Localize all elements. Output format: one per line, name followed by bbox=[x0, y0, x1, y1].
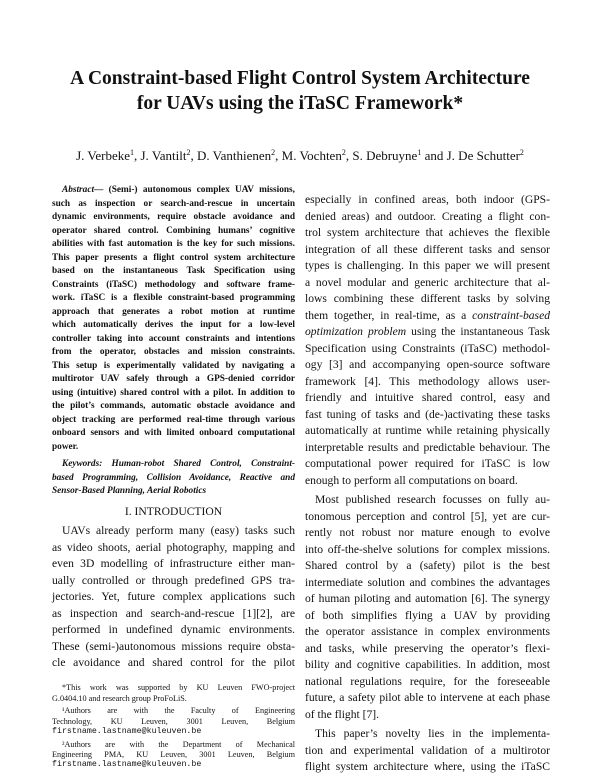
body-line: fast tuning of tasks and (de-)activating these tasks bbox=[305, 407, 550, 421]
footnote-line: ¹Authors are with the Faculty of Engineering bbox=[62, 706, 295, 715]
abstract-line: from the operator, obstacles and mission constraints. bbox=[52, 347, 295, 357]
abstract-line: approach that generates a robot motion at runtime bbox=[52, 306, 295, 317]
body-line: denied areas) and outdoor. Creating a flight con- bbox=[305, 209, 550, 223]
body-line: especially in confined areas, both indoor (GPS- bbox=[305, 193, 550, 206]
body-line: Specification using Constraints (iTaSC) methodol- bbox=[305, 341, 550, 355]
body-line: types is challenging. In this paper we will present bbox=[305, 259, 550, 272]
body-line: future, a safety pilot able to intervene at each phase bbox=[305, 691, 550, 704]
author: J. Vantilt$^2$, bbox=[140, 148, 197, 163]
body-line: of the flight [7]. bbox=[305, 707, 380, 721]
body-line: friendly and intuitive shared control, easy and bbox=[305, 391, 550, 404]
body-line: flight system architecture where, using the iTaSC bbox=[305, 760, 550, 773]
section-heading: I. INTRODUCTION bbox=[124, 505, 223, 518]
abstract-line: abilities with fast automation is the key for such missions. bbox=[52, 239, 295, 249]
abstract-line: power. bbox=[52, 441, 79, 452]
intro-line: ually controlled or through predefined GPS tra- bbox=[52, 573, 295, 587]
author-list bbox=[20, 148, 580, 164]
body-line: framework [4]. This methodology allows user- bbox=[305, 374, 550, 388]
abstract-line: such as inspection or search-and-rescue in uncertain bbox=[52, 198, 295, 209]
body-line: tonomous perception and control [5], yet are cur- bbox=[305, 509, 550, 523]
body-line: of human piloting and automation [6]. The synergy bbox=[305, 592, 550, 605]
body-line: into off-the-shelve solutions for complex missions. bbox=[305, 542, 550, 556]
title-line-2: for UAVs using the iTaSC Framework* bbox=[136, 93, 464, 114]
abstract-line: Abstract— (Semi-) autonomous complex UAV missions, bbox=[52, 185, 295, 195]
intro-line: performed in undefined dynamic environments. bbox=[52, 623, 295, 636]
footnote-line: *This work was supported by KU Leuven FWO-project bbox=[62, 683, 295, 692]
body-line: tion and experimental validation of a multirotor bbox=[305, 743, 550, 757]
abstract-line: Constraints (iTaSC) methodology and software frame- bbox=[52, 279, 295, 290]
abstract-line: work. iTaSC is a flexible constraint-based programming bbox=[52, 293, 295, 303]
paper-title bbox=[40, 66, 560, 116]
body-line: ogy [3] and accompanying open-source software bbox=[305, 358, 550, 371]
abstract-label: Abstract bbox=[62, 185, 95, 195]
body-line: lows combining these different tasks by solving bbox=[305, 292, 550, 305]
footnote-line: G.0404.10 and research group ProFoLiS. bbox=[52, 693, 187, 703]
body-line: This paper’s novelty lies in the implementa- bbox=[315, 727, 550, 740]
body-line: trol system architecture that achieves the flexible bbox=[305, 226, 550, 239]
intro-line: These (semi-)autonomous missions require obsta- bbox=[52, 639, 295, 653]
body-line: of both simplifies flying a UAV by providing bbox=[305, 608, 550, 622]
emphasis-text: constraint-based bbox=[472, 308, 551, 322]
body-line: Shared control by a (safety) pilot is the best bbox=[305, 559, 550, 572]
author-email: firstname.lastname@kuleuven.be bbox=[52, 760, 202, 769]
body-line: a novel modular and generic architecture that al- bbox=[305, 275, 550, 289]
intro-line: jectories. Yet, future complex applications such bbox=[52, 590, 295, 603]
author: J. De Schutter$^2$ bbox=[446, 148, 524, 163]
abstract-line: controller taking into account constraints and intentions bbox=[52, 333, 295, 344]
body-line: automatically at runtime while retaining physically bbox=[305, 424, 550, 437]
intro-line: cle avoidance and shared control for the pilot bbox=[52, 656, 295, 669]
keywords-line: Sensor-Based Planning, Aerial Robotics bbox=[52, 486, 207, 496]
abstract-line: using (intuitive) shared control with a pilot. In addition to bbox=[52, 387, 295, 398]
footnote-line: Engineering PMA, KU Leuven, 3001 Leuven, Belgium bbox=[52, 750, 295, 759]
keywords-line: Keywords: Human-robot Shared Control, Constraint- bbox=[62, 459, 295, 469]
author: M. Vochten$^2$, bbox=[281, 148, 353, 163]
abstract-line: dynamic environments, require obstacle avoidance and bbox=[52, 212, 295, 222]
body-line: them together, in real-time, as a constraint-based bbox=[305, 308, 551, 322]
abstract-line: multirotor UAV safely through a GPS-denied corridor bbox=[52, 374, 295, 384]
abstract-line: based on the instantaneous Task Specification using bbox=[52, 266, 295, 276]
body-line: integration of all these different tasks and sensor bbox=[305, 242, 550, 256]
author: S. Debruyne$^1$ and bbox=[352, 148, 447, 163]
footnote-line: ²Authors are with the Department of Mechanical bbox=[62, 739, 295, 749]
intro-line: UAVs already perform many (easy) tasks such bbox=[62, 524, 295, 537]
abstract-line: This paper presents a flight control system architecture bbox=[52, 252, 295, 263]
body-line: interpretable results and predictable behaviour. The bbox=[305, 440, 550, 454]
body-line: rently not robust nor mature enough to evolve bbox=[305, 526, 550, 539]
intro-line: as video shoots, aerial photography, mapping and bbox=[52, 540, 295, 554]
body-line: national regulations require, for the foreseeable bbox=[305, 674, 550, 688]
author-email: firstname.lastname@kuleuven.be bbox=[52, 727, 202, 736]
emphasis-text: optimization problem bbox=[305, 325, 407, 338]
abstract-line: object tracking are performed real-time through various bbox=[52, 414, 295, 425]
body-line: enough to perform all computations on board. bbox=[305, 473, 518, 487]
abstract-line: onboard sensors and with limited onboard computational bbox=[52, 428, 295, 438]
body-line: bility and cognitive capabilities. In addition, most bbox=[305, 658, 550, 671]
intro-line: as inspection and search-and-rescue [1][2], are bbox=[52, 606, 295, 620]
abstract-line: operator shared control. Combining humans’ cognitive bbox=[52, 225, 295, 236]
intro-line: even 3D modelling of infrastructure either man- bbox=[52, 557, 295, 570]
body-line: intermediate solution and combines the advantages bbox=[305, 575, 550, 589]
abstract-line: which automatically derives the input for a low-level bbox=[52, 320, 295, 330]
body-line: computational power required for iTaSC is low bbox=[305, 457, 550, 470]
abstract-line: the pilot’s commands, automatic obstacle avoidance and bbox=[52, 401, 295, 411]
keywords-line: based Programming, Collision Avoidance, Reactive and bbox=[52, 472, 295, 483]
title-line-1: A Constraint-based Flight Control System Architecture bbox=[70, 68, 530, 89]
body-line: the operator assistance in complex environments bbox=[305, 625, 550, 638]
author: J. Verbeke$^1$, bbox=[76, 148, 141, 163]
footnote-line: Technology, KU Leuven, 3001 Leuven, Belgium bbox=[52, 716, 295, 726]
body-line: optimization problem using the instantaneous Task bbox=[305, 325, 550, 338]
keywords-label: Keywords: bbox=[62, 459, 103, 469]
abstract-line: This setup is experimentally validated by navigating a bbox=[52, 360, 295, 371]
body-line: and tasks, while preserving the operator’s flexi- bbox=[305, 641, 550, 655]
author: D. Vanthienen$^2$, bbox=[197, 148, 282, 163]
body-line: Most published research focusses on fully au- bbox=[315, 493, 550, 506]
